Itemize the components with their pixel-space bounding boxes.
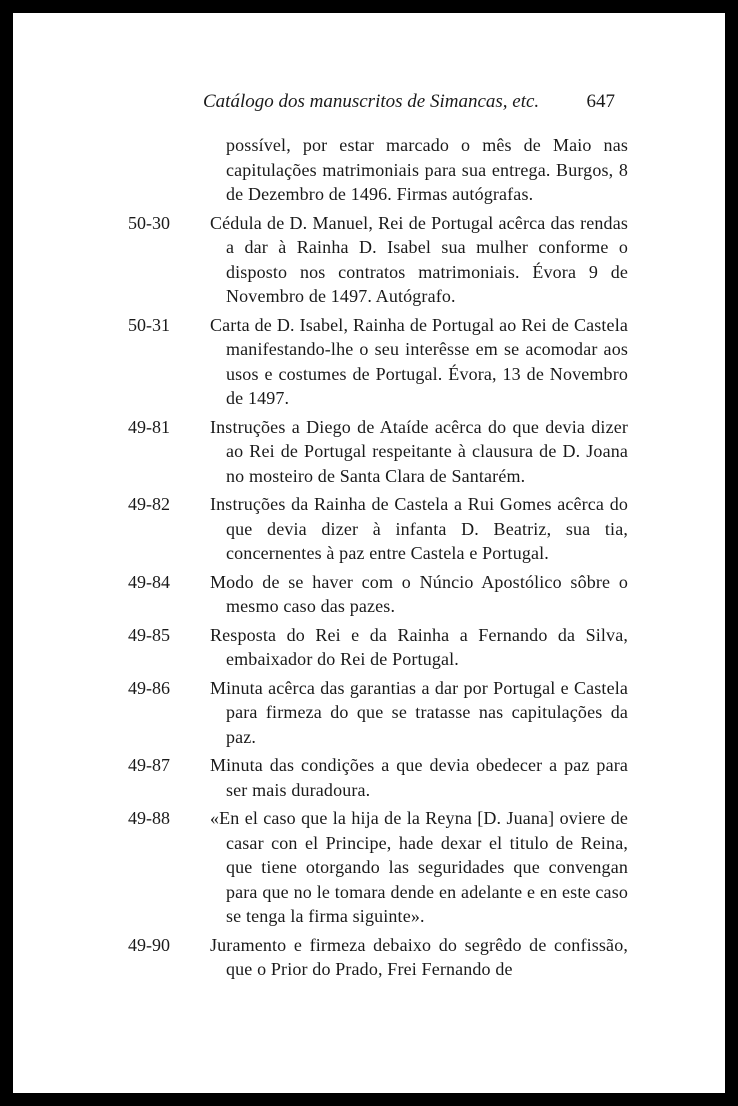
catalog-entry [128, 415, 628, 489]
catalog-entry [128, 933, 628, 982]
entry-code: 49-85 [128, 624, 170, 645]
entry-text: Modo de se haver com o Núncio Apostólico sôbre o mesmo caso das pazes. [210, 571, 628, 616]
catalog-entry [128, 623, 628, 672]
book-page [13, 13, 725, 1093]
entry-code: 49-87 [128, 755, 170, 775]
catalog-entry [128, 806, 628, 929]
catalog-entry [128, 570, 628, 619]
entry-code: 50-30 [128, 212, 170, 233]
entry-text: Carta de D. Isabel, Rainha de Portugal ao Rei de Castela manifestando-lhe o seu interêsse em se acomodar aos usos e costumes de Portugal. Évora, 13 de Novembro de 1497. [210, 314, 628, 408]
entry-text: Minuta acêrca das garantias a dar por Portugal e Castela para firmeza do que se tratasse nas capitulações da paz. [210, 677, 628, 747]
entry-text: Instruções a Diego de Ataíde acêrca do que devia dizer ao Rei de Portugal respeitante à clausura de D. Joana no mosteiro de Santa Clara de Santarém. [210, 416, 628, 486]
page-number: 647 [586, 91, 615, 112]
entry-text: Cédula de D. Manuel, Rei de Portugal acêrca das rendas a dar à Rainha D. Isabel sua mulher conforme o disposto nos contratos matrimoniais. Évora 9 de Novembro de 1497. Autógrafo. [210, 212, 628, 306]
catalog-entry [128, 676, 628, 750]
entry-code: 49-90 [128, 934, 170, 955]
entry-code: 50-31 [128, 314, 170, 335]
catalog-entry [128, 492, 628, 566]
catalog-entries [128, 133, 628, 986]
entry-text: «En el caso que la hija de la Reyna [D. Juana] oviere de casar con el Principe, hade dexar el titulo de Reina, que tiene otorgando las seguridades que convengan para que no le tomara dende en adelante e en este caso se tenga la firma siguinte». [210, 808, 628, 926]
running-title: Catálogo dos manuscritos de Simancas, etc. [203, 91, 540, 112]
continued-entry-text: possível, por estar marcado o mês de Maio nas capitulações matrimoniais para sua entrega. Burgos, 8 de Dezembro de 1496. Firmas autógrafas. [226, 135, 628, 204]
entry-text: Juramento e firmeza debaixo do segrêdo de confissão, que o Prior do Prado, Frei Fernando de [210, 934, 628, 979]
entry-text: Minuta das condições a que devia obedecer a paz para ser mais duradoura. [210, 755, 628, 800]
catalog-entry [128, 313, 628, 411]
entry-code: 49-88 [128, 808, 170, 828]
entry-code: 49-81 [128, 416, 170, 437]
catalog-entry [128, 211, 628, 309]
catalog-entry [128, 753, 628, 802]
entry-code: 49-84 [128, 571, 170, 592]
entry-code: 49-86 [128, 677, 170, 698]
entry-code: 49-82 [128, 494, 170, 514]
running-header [203, 91, 615, 121]
continued-entry [128, 133, 628, 207]
entry-text: Resposta do Rei e da Rainha a Fernando da Silva, embaixador do Rei de Portugal. [210, 624, 628, 669]
entry-text: Instruções da Rainha de Castela a Rui Gomes acêrca do que devia dizer à infanta D. Beatriz, sua tia, concernentes à paz entre Castela e Portugal. [210, 494, 628, 563]
